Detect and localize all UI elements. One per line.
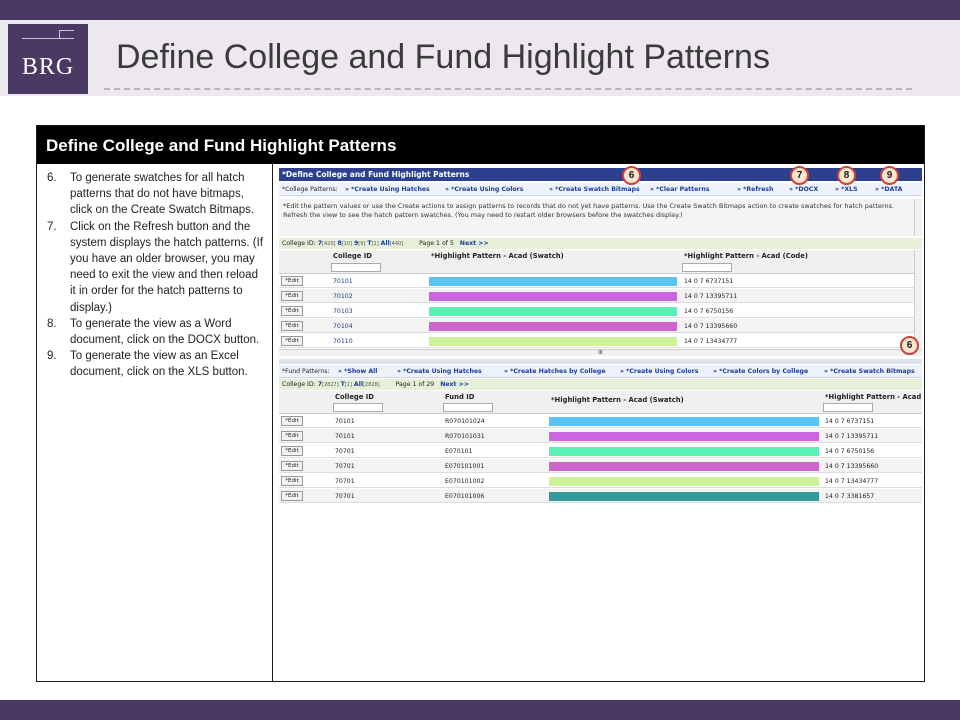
swatch-cell: [549, 492, 819, 501]
logo-mark-icon: [22, 38, 74, 48]
code-cell: 14 0 7 6750156: [684, 308, 734, 315]
step-text: To generate the view as a Word document, click on the DOCX button.: [70, 317, 260, 347]
fund-pager: College ID: 7[2827] T[1] All[2828] Page 1 of 29 Next >>: [279, 379, 922, 390]
edit-button[interactable]: *Edit: [281, 336, 303, 346]
filter-all[interactable]: All: [353, 381, 363, 388]
step-item: [47, 219, 264, 316]
page-indicator: Page 1 of 5: [419, 240, 454, 247]
table-row: [279, 319, 922, 333]
filter-7[interactable]: 7: [317, 240, 323, 247]
college-id-cell[interactable]: 70103: [333, 308, 353, 315]
show-all-button[interactable]: » *Show All: [338, 368, 378, 375]
slide-title: Define College and Fund Highlight Patterns: [116, 38, 770, 76]
pager-label: College ID:: [282, 240, 316, 247]
swatch-cell: [429, 307, 677, 316]
create-using-colors-button[interactable]: » *Create Using Colors: [445, 186, 524, 193]
fund-patterns-toolbar: [279, 365, 922, 378]
table-row: [279, 489, 922, 503]
content-table: [36, 125, 925, 682]
table-row: [279, 459, 922, 473]
next-page-link[interactable]: Next >>: [459, 240, 489, 247]
step-text: To generate the view as an Excel document, click on the XLS button.: [70, 350, 248, 379]
fund-id-cell: E070101002: [445, 478, 485, 485]
edit-button[interactable]: *Edit: [281, 476, 303, 486]
edit-button[interactable]: *Edit: [281, 276, 303, 286]
swatch-cell: [429, 277, 677, 286]
fund-grid-header: [279, 391, 922, 414]
scroll-grip[interactable]: III: [598, 350, 603, 356]
table-row: [279, 274, 922, 288]
fund-id-cell: E070101: [445, 448, 473, 455]
next-page-link[interactable]: Next >>: [440, 381, 470, 388]
logo-text: BRG: [21, 54, 75, 80]
code-cell: 14 0 7 6750156: [825, 448, 875, 455]
swatch-cell: [429, 292, 677, 301]
create-hatches-by-college-button[interactable]: » *Create Hatches by College: [504, 368, 606, 375]
fund-id-cell: R070101031: [445, 433, 485, 440]
callout-9: 9: [880, 166, 899, 185]
create-using-hatches-button[interactable]: » *Create Using Hatches: [397, 368, 482, 375]
filter-t[interactable]: T: [340, 381, 345, 388]
filter-9[interactable]: 9: [353, 240, 359, 247]
college-id-cell[interactable]: 70101: [333, 278, 353, 285]
swatch-cell: [549, 462, 819, 471]
code-filter-input[interactable]: [823, 403, 873, 412]
college-id-cell[interactable]: 70110: [333, 338, 353, 345]
top-bar: [0, 0, 960, 20]
step-number: 8.: [47, 317, 57, 330]
create-using-colors-button[interactable]: » *Create Using Colors: [620, 368, 699, 375]
table-row: [279, 304, 922, 318]
toolbar-label: *Fund Patterns:: [282, 368, 330, 375]
swatch-cell: [549, 417, 819, 426]
xls-button[interactable]: » *XLS: [835, 186, 858, 193]
college-pager: College ID: 7[420] 8[10] 9[9] T[1] All[440] Page 1 of 5 Next >>: [279, 238, 922, 249]
college-patterns-toolbar: [279, 183, 922, 196]
swatch-cell: [429, 322, 677, 331]
college-id-cell[interactable]: 70102: [333, 293, 353, 300]
filter-7[interactable]: 7: [317, 381, 323, 388]
filter-t[interactable]: T: [367, 240, 372, 247]
college-id-cell: 70701: [335, 463, 355, 470]
college-id-cell[interactable]: 70104: [333, 323, 353, 330]
message-scrollbar[interactable]: [914, 199, 922, 236]
college-grid-horizontal-scrollbar[interactable]: [279, 349, 922, 356]
edit-button[interactable]: *Edit: [281, 431, 303, 441]
column-header-code[interactable]: *Highlight Pattern - Acad: [825, 393, 922, 401]
swatch-cell: [549, 477, 819, 486]
column-header-code[interactable]: *Highlight Pattern - Acad (Code): [684, 252, 808, 260]
code-filter-input[interactable]: [682, 263, 732, 272]
college-id-cell: 70701: [335, 478, 355, 485]
fund-id-cell: R070101024: [445, 418, 485, 425]
title-divider: [104, 88, 912, 90]
instructions-column: [37, 164, 273, 682]
step-text: To generate swatches for all hatch patterns that do not have bitmaps, click on the Create Swatch Bitmaps.: [70, 172, 255, 217]
pane-divider[interactable]: [279, 359, 922, 364]
app-screenshot: [277, 166, 922, 678]
column-header-college-id[interactable]: College ID: [333, 252, 372, 260]
edit-button[interactable]: *Edit: [281, 291, 303, 301]
refresh-button[interactable]: » *Refresh: [737, 186, 774, 193]
callout-6-top: 6: [622, 166, 641, 185]
code-cell: 14 0 7 13434777: [684, 338, 738, 345]
step-text: Click on the Refresh button and the system displays the hatch patterns. (If you have an older browser, you may need to exit the view and then reload it in order for the hatch patterns to display.): [70, 220, 264, 314]
callout-7: 7: [790, 166, 809, 185]
college-id-cell: 70101: [335, 433, 355, 440]
step-number: 6.: [47, 172, 57, 184]
code-cell: 14 0 7 13395711: [825, 433, 879, 440]
fund-id-cell: E070101006: [445, 493, 485, 500]
step-item: [47, 316, 264, 348]
college-grid-vertical-scrollbar[interactable]: [914, 250, 922, 349]
callout-8: 8: [837, 166, 856, 185]
callout-6-bottom: 6: [900, 336, 919, 355]
instructions-message: *Edit the pattern values or use the Create actions to assign patterns to records that do not yet have patterns. Use the Create Swatch Bitmaps action to create swatches for hatch patterns. Refresh the view to see the hatch pattern swatches. (You may need to restart older browsers before the swatches display.): [279, 199, 915, 236]
column-header-swatch[interactable]: *Highlight Pattern - Acad (Swatch): [551, 396, 684, 404]
table-row: [279, 334, 922, 348]
filter-all[interactable]: All: [380, 240, 390, 247]
column-header-fund-id[interactable]: Fund ID: [445, 393, 475, 401]
table-row: [279, 414, 922, 428]
code-cell: 14 0 7 13434777: [825, 478, 879, 485]
edit-button[interactable]: *Edit: [281, 461, 303, 471]
code-cell: 14 0 7 3381657: [825, 493, 875, 500]
brg-logo: [8, 24, 88, 94]
edit-button[interactable]: *Edit: [281, 446, 303, 456]
table-row: [279, 444, 922, 458]
create-colors-by-college-button[interactable]: » *Create Colors by College: [713, 368, 809, 375]
college-id-cell: 70701: [335, 448, 355, 455]
bottom-bar: [0, 700, 960, 720]
code-cell: 14 0 7 13395711: [684, 293, 738, 300]
create-using-hatches-button[interactable]: » *Create Using Hatches: [345, 186, 430, 193]
table-row: [279, 429, 922, 443]
filter-8[interactable]: 8: [337, 240, 342, 247]
create-swatch-bitmaps-button[interactable]: » *Create Swatch Bitmaps: [549, 186, 640, 193]
college-id-filter-input[interactable]: [331, 263, 381, 272]
table-row: [279, 474, 922, 488]
college-grid-header: [279, 250, 922, 274]
step-item: [47, 170, 264, 219]
table-header: Define College and Fund Highlight Patterns: [37, 126, 924, 164]
step-number: 7.: [47, 220, 57, 233]
code-cell: 14 0 7 6737151: [825, 418, 875, 425]
college-id-filter-input[interactable]: [333, 403, 383, 412]
data-button[interactable]: » *DATA: [875, 186, 903, 193]
edit-button[interactable]: *Edit: [281, 416, 303, 426]
docx-button[interactable]: » *DOCX: [789, 186, 819, 193]
toolbar-label: *College Patterns:: [282, 186, 338, 193]
edit-button[interactable]: *Edit: [281, 491, 303, 501]
college-id-cell: 70701: [335, 493, 355, 500]
create-swatch-bitmaps-button[interactable]: » *Create Swatch Bitmaps: [824, 368, 915, 375]
swatch-cell: [429, 337, 677, 346]
table-row: [279, 289, 922, 303]
edit-button[interactable]: *Edit: [281, 321, 303, 331]
code-cell: 14 0 7 13395660: [825, 463, 879, 470]
column-header-college-id[interactable]: College ID: [335, 393, 374, 401]
code-cell: 14 0 7 13395660: [684, 323, 738, 330]
column-header-swatch[interactable]: *Highlight Pattern - Acad (Swatch): [431, 252, 564, 260]
fund-id-cell: E070101001: [445, 463, 485, 470]
edit-button[interactable]: *Edit: [281, 306, 303, 316]
college-id-cell: 70101: [335, 418, 355, 425]
pager-label: College ID:: [282, 381, 316, 388]
swatch-cell: [549, 432, 819, 441]
swatch-cell: [549, 447, 819, 456]
code-cell: 14 0 7 6737151: [684, 278, 734, 285]
fund-id-filter-input[interactable]: [443, 403, 493, 412]
clear-patterns-button[interactable]: » *Clear Patterns: [650, 186, 710, 193]
step-number: 9.: [47, 350, 57, 363]
window-title: *Define College and Fund Highlight Patterns: [279, 168, 922, 181]
step-item: [47, 348, 264, 380]
page-indicator: Page 1 of 29: [395, 381, 435, 388]
